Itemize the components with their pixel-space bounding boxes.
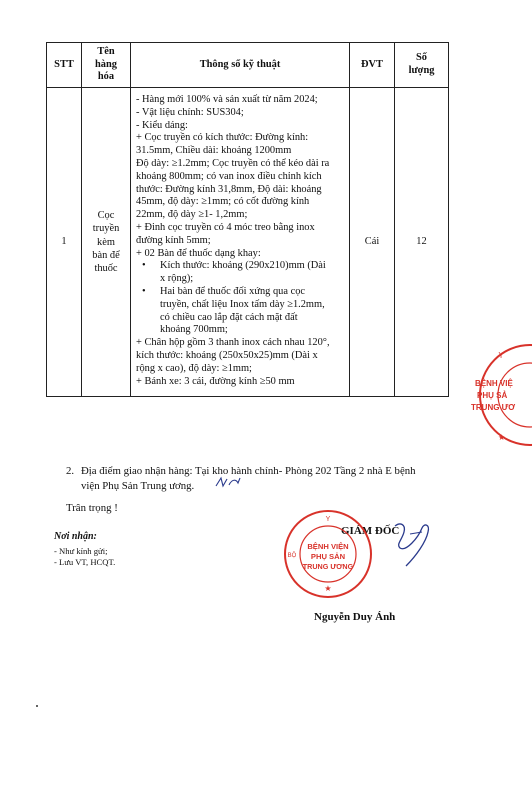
sub-item-line: khoảng 700mm; (160, 324, 228, 336)
director-title: GIÁM ĐỐC (341, 525, 400, 537)
header-item-name (82, 43, 131, 88)
closing-text: Trân trọng ! (66, 502, 118, 514)
item-name-line: Cọc (97, 209, 115, 221)
cell-item-name (82, 88, 131, 397)
spec-line: - Kiểu dáng: (136, 119, 188, 131)
header-spec: Thông số kỹ thuật (131, 43, 350, 88)
initials-mark (214, 474, 242, 490)
spec-line: kích thước: khoảng (250x50x25)mm (Dài x (136, 349, 318, 361)
sub-item-size (136, 260, 346, 286)
stamp-line-2: PHỤ SẢN (310, 552, 346, 561)
sub-item-line: Hai bàn để thuốc đối xứng qua cọc (160, 285, 305, 297)
delivery-line-1: Địa điểm giao nhận hàng: Tại kho hành chính- Phòng 202 Tầng 2 nhà E bệnh (81, 465, 416, 477)
spec-line: 31.5mm, Chiều dài: khoảng 1200mm (136, 145, 292, 157)
spec-line: 22mm, độ dày ≥1- 1,2mm; (136, 209, 248, 221)
table-row (47, 88, 449, 397)
header-name-line: hàng (95, 58, 117, 70)
header-quantity-line: lượng (408, 65, 435, 76)
hospital-stamp-edge (468, 342, 532, 448)
cell-unit: Cái (350, 88, 395, 397)
item-name-line: bàn để (92, 249, 120, 261)
recipients-heading: Nơi nhận: (54, 531, 97, 542)
signature (392, 520, 436, 570)
cell-quantity: 12 (395, 88, 449, 397)
stamp-edge-line-1: BỆNH VIỆ (475, 379, 513, 388)
header-name-line: Tên (97, 45, 115, 57)
signer-name: Nguyễn Duy Ánh (314, 611, 396, 623)
stamp-edge-star-icon: ★ (498, 433, 506, 442)
bullet-icon: • (142, 285, 146, 297)
delivery-number: 2. (66, 465, 75, 477)
stamp-edge-top-text: Y (498, 351, 504, 360)
spec-line: + Chân hộp gồm 3 thanh inox cách nhau 120°, (136, 337, 330, 349)
hospital-stamp (282, 508, 374, 600)
spec-line: + Đinh cọc truyền có 4 móc treo bằng inox (136, 221, 315, 233)
spec-line: khoảng 800mm; có van inox điều chỉnh kích (136, 170, 322, 182)
sub-item-line: có chiều cao lắp đặt cách mặt đất (160, 311, 298, 323)
stamp-star-icon: ★ (324, 584, 332, 593)
spec-line: - Hàng mới 100% và sản xuất từ năm 2024; (136, 94, 318, 105)
spec-line: + Bánh xe: 3 cái, đường kính ≥50 mm (136, 375, 295, 387)
stamp-line-1: BỆNH VIỆN (307, 542, 349, 551)
stamp-top-text: Y (325, 516, 331, 523)
bullet-icon: • (142, 260, 146, 272)
header-stt: STT (47, 43, 82, 88)
item-name-line: kèm (97, 236, 115, 248)
stamp-edge-line-2: PHỤ SẢ (477, 391, 508, 400)
recipient-item: - Lưu VT, HCQT. (54, 557, 116, 567)
cell-spec (131, 88, 350, 397)
delivery-location-note (66, 464, 436, 495)
spec-line: 45mm, độ dày: ≥1mm; có cốt đường kính (136, 196, 310, 208)
spec-line: + 02 Bàn để thuốc dạng khay: (136, 247, 261, 259)
stamp-line-3: TRUNG ƯƠNG (302, 562, 354, 571)
header-name-line: hóa (97, 71, 115, 83)
sub-item-line: Kích thước: khoảng (290x210)mm (Dài (160, 260, 326, 272)
sub-item-line: truyền, chất liệu Inox tấm dày ≥1.2mm, (160, 298, 325, 310)
recipient-item: - Như kính gửi; (54, 546, 108, 556)
sub-item-line: x rộng); (160, 273, 194, 285)
item-name-line: thuốc (94, 263, 118, 275)
stamp-edge-line-3: TRUNG ƯƠ (471, 403, 516, 412)
delivery-line-2: viện Phụ Sản Trung ương. (81, 480, 195, 493)
spec-line: thước: Đường kính 31,8mm, Độ dài: khoảng (136, 183, 322, 195)
spec-line: đường kính 5mm; (136, 234, 211, 246)
cell-stt: 1 (47, 88, 82, 397)
table-header-row (47, 43, 449, 88)
sub-item-symmetry (136, 286, 346, 337)
spec-line: - Vật liệu chính: SUS304; (136, 106, 244, 118)
page-mark (36, 705, 38, 707)
header-quantity-line: Số (416, 52, 427, 64)
header-quantity (395, 43, 449, 88)
item-name-line: truyền (92, 223, 120, 235)
spec-line: + Cọc truyền có kích thước: Đường kính: (136, 132, 309, 144)
spec-line: Độ dày: ≥1.2mm; Cọc truyền có thể kéo dài ra (136, 157, 330, 169)
spec-line: rộng x cao), độ dày: ≥1mm; (136, 362, 252, 374)
spec-table (46, 42, 449, 397)
header-unit: ĐVT (350, 43, 395, 88)
stamp-side-text: BỘ (287, 553, 297, 559)
